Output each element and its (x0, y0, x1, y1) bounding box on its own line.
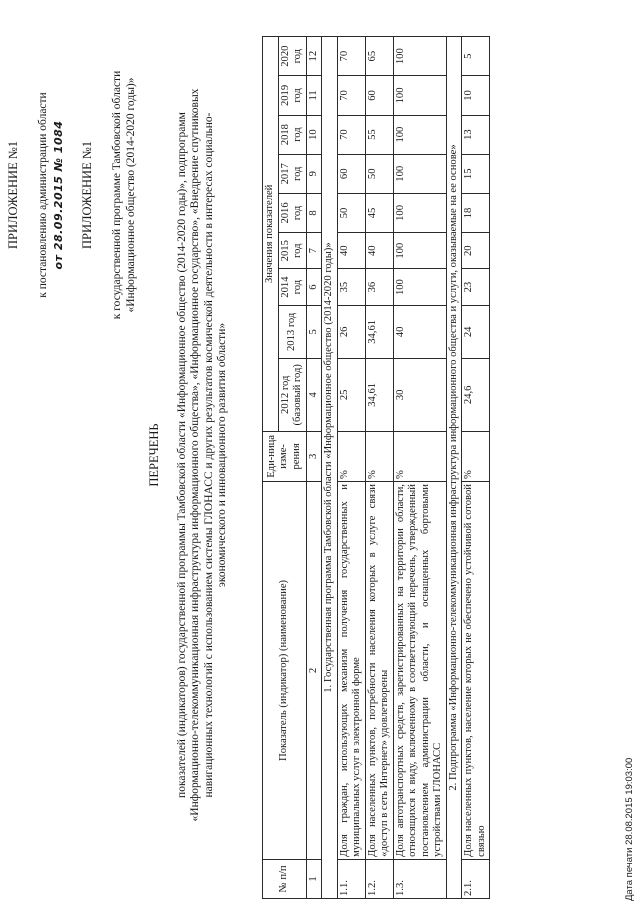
row-value: 100 (393, 115, 446, 154)
print-date: Дата печати 28.08.2015 19:03:00 (624, 757, 635, 901)
document-title-line2: «Информационно-телекоммуникационная инфраструктура информационного общества», «Информационное государство», «Внедрение спутниковых (189, 88, 201, 822)
row-value: 25 (337, 358, 365, 431)
row-value: 13 (462, 115, 490, 154)
row-unit: % (365, 431, 393, 481)
table-row (337, 37, 365, 899)
column-number: 10 (306, 115, 322, 154)
row-value: 100 (393, 193, 446, 232)
appendix1-signature: от 28.09.2015 № 1084 (52, 120, 65, 270)
header-num: № п/п (263, 859, 307, 898)
row-value: 65 (365, 37, 393, 76)
row-unit: % (462, 431, 490, 481)
section-title: 1. Государственная программа Тамбовской области «Информационное общество (2014-2020 годы)» (322, 37, 338, 899)
row-value: 20 (462, 233, 490, 269)
header-year: 2017 год (278, 154, 306, 193)
row-value: 70 (337, 115, 365, 154)
column-number: 1 (306, 859, 322, 898)
table-row (365, 37, 393, 899)
column-number: 3 (306, 431, 322, 481)
row-value: 70 (337, 37, 365, 76)
appendix1-line: к постановлению администрации области (37, 92, 49, 298)
row-value: 50 (337, 193, 365, 232)
header-year: 2014 год (278, 269, 306, 305)
section-row (322, 37, 338, 899)
row-value: 45 (365, 193, 393, 232)
row-value: 30 (393, 358, 446, 431)
row-value: 55 (365, 115, 393, 154)
document-title-line3: навигационных технологий с использованием системы ГЛОНАСС и других результатов космической деятельности в интересах социально- (202, 112, 215, 798)
row-indicator-name: Доля граждан, использующих механизм получения государственных и муниципальных услуг в электронной форме (337, 482, 365, 860)
row-value: 40 (365, 233, 393, 269)
table-header-row-1 (263, 37, 279, 899)
row-value: 24 (462, 305, 490, 358)
row-value: 34,61 (365, 358, 393, 431)
row-value: 40 (393, 305, 446, 358)
row-value: 24,6 (462, 358, 490, 431)
row-value: 60 (365, 76, 393, 115)
row-value: 100 (393, 154, 446, 193)
row-value: 10 (462, 76, 490, 115)
row-unit: % (393, 431, 446, 481)
column-number: 8 (306, 193, 322, 232)
header-values-group: Значения показателей (263, 37, 279, 432)
header-year: 2012 год (базовый год) (278, 358, 306, 431)
header-year: 2013 год (278, 305, 306, 358)
column-number: 9 (306, 154, 322, 193)
row-indicator-name: Доля автотранспортных средств, зарегистрированных на территории области, относящихся к виду, включенному в соответствующий перечень, утвержденный постановлением администрации области, и оснащенных бортовыми устройствами ГЛОНАСС (393, 482, 446, 860)
document-title-line1: показателей (индикаторов) государственной программы Тамбовской области «Информационное общество (2014-2020 годы)», подпрограмм (175, 112, 188, 798)
row-value: 26 (337, 305, 365, 358)
indicators-table (262, 36, 490, 899)
column-number: 2 (306, 482, 322, 860)
appendix2-title: ПРИЛОЖЕНИЕ №1 (80, 140, 94, 250)
row-value: 40 (337, 233, 365, 269)
header-year: 2016 год (278, 193, 306, 232)
header-year: 2018 год (278, 115, 306, 154)
row-indicator-name: Доля населенных пунктов, потребности населения которых в услуге связи «доступ в сеть Интернет» удовлетворены (365, 482, 393, 860)
column-number: 6 (306, 269, 322, 305)
header-year: 2020 год (278, 37, 306, 76)
row-value: 60 (337, 154, 365, 193)
row-value: 35 (337, 269, 365, 305)
row-value: 5 (462, 37, 490, 76)
appendix2-line2: «Информационное общество (2014-2020 годы)» (125, 77, 137, 313)
appendix2-line1: к государственной программе Тамбовской области (111, 70, 123, 320)
row-value: 70 (337, 76, 365, 115)
header-year: 2019 год (278, 76, 306, 115)
row-value: 36 (365, 269, 393, 305)
row-value: 34,61 (365, 305, 393, 358)
column-number: 5 (306, 305, 322, 358)
column-number: 11 (306, 76, 322, 115)
header-year: 2015 год (278, 233, 306, 269)
header-indicator: Показатель (индикатор) (наименование) (263, 482, 307, 860)
section-title: 2. Подпрограмма «Информационно-телекоммуникационная инфраструктура информационного общества и услуги, оказываемые на ее основе» (446, 37, 462, 899)
column-numbers-row (306, 37, 322, 899)
document-title-line4: экономического и инновационного развития области» (216, 322, 228, 588)
row-num: 2.1. (462, 859, 490, 898)
row-value: 23 (462, 269, 490, 305)
row-value: 100 (393, 233, 446, 269)
column-number: 12 (306, 37, 322, 76)
table-row (462, 37, 490, 899)
row-value: 15 (462, 154, 490, 193)
header-unit: Еди-ница изме-рения (263, 431, 307, 481)
row-num: 1.2. (365, 859, 393, 898)
row-num: 1.3. (393, 859, 446, 898)
appendix1-title: ПРИЛОЖЕНИЕ №1 (6, 140, 20, 250)
row-value: 100 (393, 269, 446, 305)
row-value: 100 (393, 76, 446, 115)
row-num: 1.1. (337, 859, 365, 898)
row-unit: % (337, 431, 365, 481)
section-row (446, 37, 462, 899)
column-number: 7 (306, 233, 322, 269)
column-number: 4 (306, 358, 322, 431)
row-value: 50 (365, 154, 393, 193)
document-title-block (148, 45, 230, 865)
row-value: 100 (393, 37, 446, 76)
row-indicator-name: Доля населенных пунктов, население которых не обеспечено устойчивой сотовой связью (462, 482, 490, 860)
row-value: 18 (462, 193, 490, 232)
table-row (393, 37, 446, 899)
document-heading: ПЕРЕЧЕНЬ (147, 423, 161, 487)
